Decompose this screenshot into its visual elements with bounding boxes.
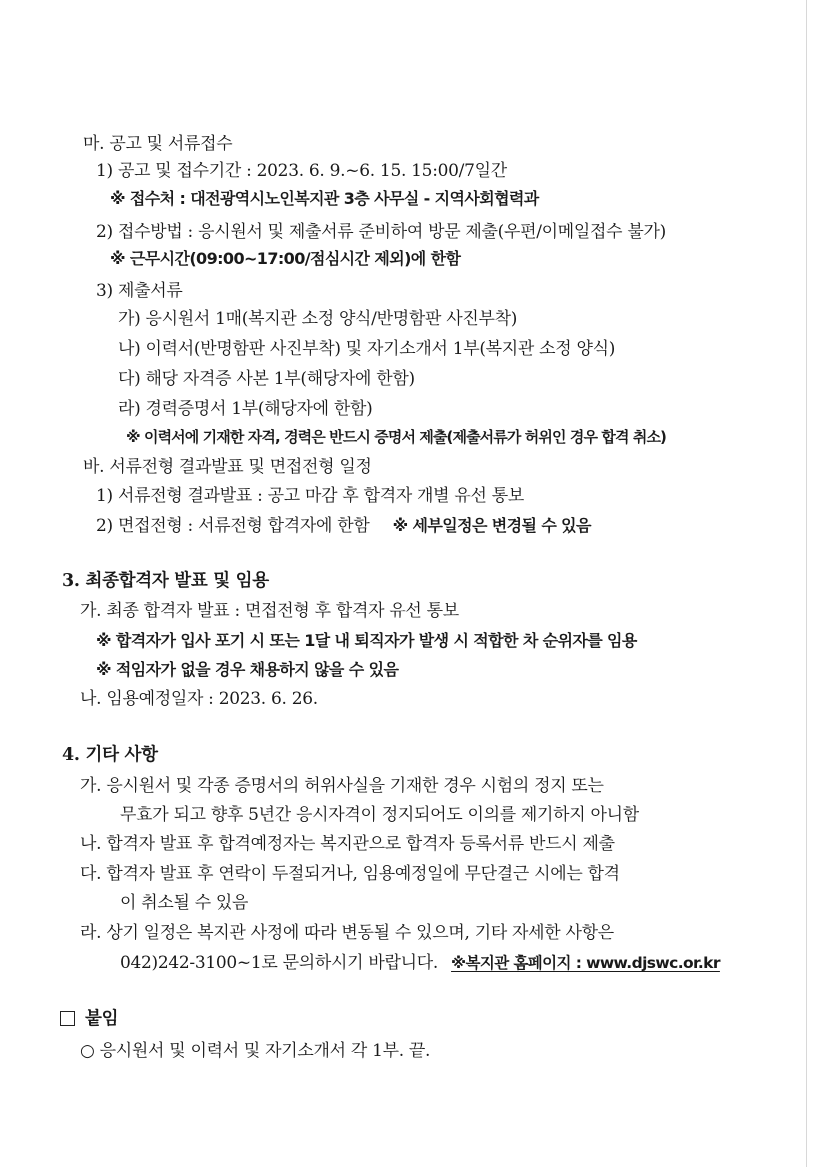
attachment-heading-text: 붙임 bbox=[85, 1009, 119, 1029]
s3-ga: 가. 최종 합격자 발표 : 면접전형 후 합격자 유선 통보 bbox=[80, 601, 459, 621]
section-4-heading: 4. 기타 사항 bbox=[62, 745, 158, 765]
s4-ra-contact: 042)242-3100~1로 문의하시기 바랍니다. bbox=[120, 953, 438, 973]
s4-ga-line1: 가. 응시원서 및 각종 증명서의 허위사실을 기재한 경우 시험의 정지 또는 bbox=[80, 776, 604, 796]
homepage-link[interactable]: ※복지관 홈페이지 : www.djswc.or.kr bbox=[451, 954, 720, 972]
ma-item-1: 1) 공고 및 접수기간 : 2023. 6. 9.~6. 15. 15:00/7일간 bbox=[96, 161, 507, 181]
ma-note-2: ※ 근무시간(09:00~17:00/점심시간 제외)에 한함 bbox=[110, 249, 461, 268]
ma-doc-4: 라) 경력증명서 1부(해당자에 한함) bbox=[118, 399, 373, 419]
section-ma-heading: 마. 공고 및 서류접수 bbox=[83, 134, 233, 154]
ba-item-2-note: ※ 세부일정은 변경될 수 있음 bbox=[392, 516, 591, 535]
ma-note-1: ※ 접수처 : 대전광역시노인복지관 3층 사무실 - 지역사회협력과 bbox=[110, 189, 539, 208]
ma-item-3: 3) 제출서류 bbox=[96, 281, 183, 301]
s3-note-2: ※ 적임자가 없을 경우 채용하지 않을 수 있음 bbox=[96, 660, 399, 679]
attachment-item: ○ 응시원서 및 이력서 및 자기소개서 각 1부. 끝. bbox=[80, 1041, 431, 1061]
attachment-heading bbox=[60, 1008, 118, 1030]
ba-item-1: 1) 서류전형 결과발표 : 공고 마감 후 합격자 개별 유선 통보 bbox=[96, 486, 524, 506]
section-3-heading: 3. 최종합격자 발표 및 임용 bbox=[62, 571, 269, 591]
s4-ra-line1: 라. 상기 일정은 복지관 사정에 따라 변동될 수 있으며, 기타 자세한 사항은 bbox=[80, 923, 614, 943]
s4-da-line1: 다. 합격자 발표 후 연락이 두절되거나, 임용예정일에 무단결근 시에는 합격 bbox=[80, 864, 620, 884]
s4-da-line2: 이 취소될 수 있음 bbox=[120, 893, 249, 913]
ma-doc-3: 다) 해당 자격증 사본 1부(해당자에 한함) bbox=[118, 369, 415, 389]
s3-note-1: ※ 합격자가 입사 포기 시 또는 1달 내 퇴직자가 발생 시 적합한 차 순위자를 임용 bbox=[96, 631, 637, 650]
ma-doc-2: 나) 이력서(반명함판 사진부착) 및 자기소개서 1부(복지관 소정 양식) bbox=[118, 339, 616, 359]
ma-doc-1: 가) 응시원서 1매(복지관 소정 양식/반명함판 사진부착) bbox=[118, 309, 518, 329]
ma-note-3: ※ 이력서에 기재한 자격, 경력은 반드시 증명서 제출(제출서류가 허위인 경우 합격 취소) bbox=[126, 428, 666, 446]
s4-ra-line2 bbox=[120, 952, 720, 974]
section-ba-heading: 바. 서류전형 결과발표 및 면접전형 일정 bbox=[83, 457, 372, 477]
checkbox-square-icon bbox=[60, 1011, 75, 1026]
s4-ga-line2: 무효가 되고 향후 5년간 응시자격이 정지되어도 이의를 제기하지 아니함 bbox=[120, 805, 639, 825]
ma-item-2: 2) 접수방법 : 응시원서 및 제출서류 준비하여 방문 제출(우편/이메일접수 불가) bbox=[96, 222, 666, 242]
scan-edge-line bbox=[806, 0, 807, 1167]
s4-na: 나. 합격자 발표 후 합격예정자는 복지관으로 합격자 등록서류 반드시 제출 bbox=[80, 834, 615, 854]
ba-item-2 bbox=[96, 515, 591, 537]
ba-item-2-text: 2) 면접전형 : 서류전형 합격자에 한함 bbox=[96, 516, 370, 536]
s3-na: 나. 임용예정일자 : 2023. 6. 26. bbox=[80, 689, 318, 709]
